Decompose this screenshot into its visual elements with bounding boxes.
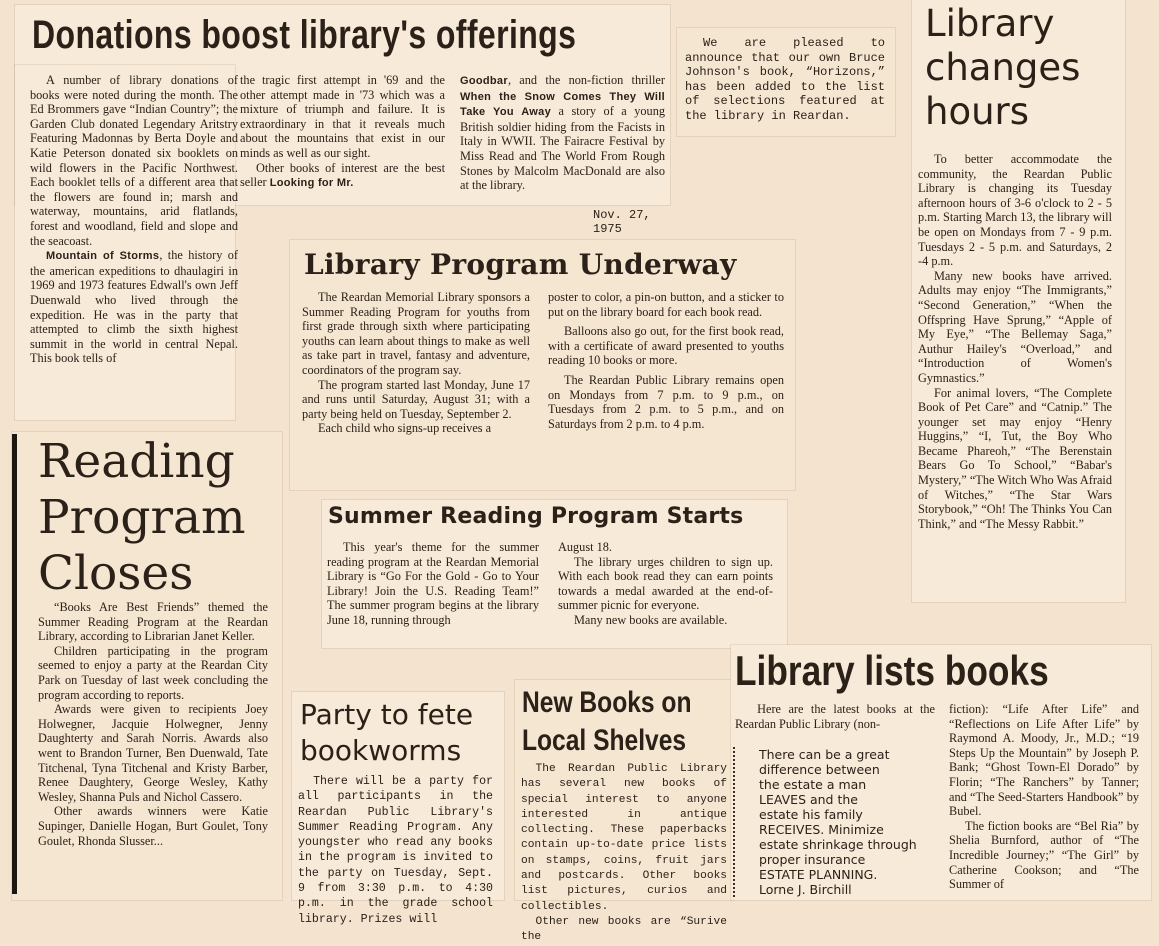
ad-line: ESTATE PLANNING.	[759, 867, 878, 882]
lists-clipping	[731, 645, 1151, 900]
starts-clipping	[322, 500, 787, 648]
column-rule	[12, 434, 17, 894]
closes-body: “Books Are Best Friends” themed the Summer Reading Program at the Reardan Library, according to Librarian Janet Keller. Children participating in the program seemed to enjoy a party at the Reardan City Park on Tuesday of last week concluding the program according to reports. Awards were given to recipients Joey Holwegner, Jacquie Holwegner, Jenny Daughterty and Sarah Norris. Awards also went to Brandon Turner, Ben Duenwald, Tate Titchenal, Tyna Titchenal and Kristy Barber, Renee Daughtery, George Wesley, Kathy Wesley, Shanna Puls and Nichol Cassero. Other awards winners were Katie Supinger, Danielle Hogan, Burt Goulet, Tony Goulet, Rhonda Slusser...	[38, 600, 268, 848]
donations-headline: Donations boost library's offerings	[32, 13, 577, 57]
program-headline: Library Program Underway	[304, 248, 737, 281]
donations-col-1: A number of library donations of books were noted during the month. The Ed Brommers gave “Indian Country”; the Garden Club donated Legendary Aritstry Featuring Madonnas by Berta Doyle and Katie Peterson donated six booklets on wild flowers in the Pacific Northwest. Each booklet tells of a different area that the flowers are found in; marsh and waterway, mountains, arid flatlands, forest and woodland, field and slope and the seacoast. Mountain of Storms, the history of the american expeditions to dhaulagiri in 1969 and 1973 features Edwall's own Jeff Duenwald who lived through the expedition. He was in the party that attempted to climb the sixth highest summit in the world in central Nepal. This book tells of	[30, 73, 238, 366]
starts-col-2: August 18. The library urges children to sign up. With each book read they can earn points towards a medal awarded at the end-of-summer picnic for everyone. Many new books are available.	[558, 540, 773, 627]
hours-headline-1: Library	[925, 2, 1055, 45]
newbooks-headline-2: Local Shelves	[522, 724, 687, 757]
program-col-1: The Reardan Memorial Library sponsors a Summer Reading Program for youths from first grade through sixth where participating youths can learn about things to make as well as take part in travel, fantasy and adventure, coordinators of the program say. The program started last Monday, June 17 and runs until Saturday, August 31; with a party being held on Tuesday, September 2. Each child who signs-up receives a	[302, 290, 530, 436]
newbooks-body: The Reardan Public Library has several new books of special interest to anyone interested in antique collecting. These paperbacks contain up-to-date price lists on stamps, coins, fruit jars and postcards. Other books list pictures, curios and collectibles. Other new books are “Surive the	[521, 763, 727, 944]
insurance-ad	[733, 747, 964, 897]
party-clipping	[292, 692, 504, 926]
lists-col-2: fiction): “Life After Life” and “Reflections on Life After Life” by Raymond A. Moody, Jr., M.D.; “19 Steps Up the Mountain” by Joseph P. Bank; “Ghost Town-El Dorado” by Florin; “The Ranchers” by Tanner; and “The Seed-Starters Handbook” by Bubel. The fiction books are “Bel Ria” by Shelia Burnford, author of “The Incredible Journey;” “The Girl” by Catherine Cookson; and “The Summer of	[949, 702, 1139, 892]
closes-headline-1: Reading	[38, 434, 235, 489]
clipping-date: Nov. 27, 1975	[593, 208, 651, 236]
program-clipping	[290, 240, 795, 490]
ad-line: difference between	[759, 762, 880, 777]
hours-clipping	[912, 0, 1125, 602]
starts-col-1: This year's theme for the summer reading program at the Reardan Memorial Library is “Go For the Gold - Go to Your Library! Join the U.S. Reading Team!” The summer program begins at the library June 18, running through	[327, 540, 539, 627]
newbooks-headline-1: New Books on	[522, 686, 692, 719]
ad-line: Lorne J. Birchill	[759, 882, 852, 897]
party-headline-2: bookworms	[300, 734, 462, 767]
starts-headline: Summer Reading Program Starts	[328, 504, 744, 529]
newbooks-clipping	[515, 680, 733, 944]
ad-line: LEAVES and the	[759, 792, 858, 807]
ad-line: There can be a great	[759, 747, 890, 762]
ad-line: estate shrinkage through	[759, 837, 917, 852]
party-body: There will be a party for all participants in the Reardan Public Library's Summer Reading Program. Any youngster who read any books in the program is invited to the party on Tuesday, Sept. 9 from 3:30 p.m. to 4:30 p.m. in the grade school library. Prizes will	[298, 775, 493, 926]
announcement-clipping	[677, 28, 895, 136]
closes-headline-3: Closes	[38, 546, 194, 601]
ad-line: the estate a man	[759, 777, 867, 792]
closes-headline-2: Program	[38, 490, 246, 545]
ad-line: estate his family	[759, 807, 863, 822]
program-col-2: poster to color, a pin-on button, and a sticker to put on the library board for each book read. Balloons also go out, for the first book read, with a certificate of award presented to youths reading 10 books or more. The Reardan Public Library remains open on Mondays from 7 p.m. to 9 p.m., on Tuesdays from 2 p.m. to 5 p.m., and on Saturdays from 2 p.m. to 4 p.m.	[548, 290, 784, 431]
ad-line: proper insurance	[759, 852, 866, 867]
hours-body: To better accommodate the community, the Reardan Public Library is changing its Tuesday afternoon hours of 3-6 o'clock to 2 - 5 p.m. Starting March 13, the library will be open on Mondays from 7 - 9 p.m. Tuesdays 2 - 5 p.m. and Saturdays, 2 -4 p.m. Many new books have arrived. Adults may enjoy “The Immigrants,” “Second Generation,” “When the Offspring Have Sprung,” “Apple of My Eye,” “The Bellemay Saga,” Authur Hailey's “Overload,” and “Introduction of Women's Gymnastics.” For animal lovers, “The Complete Book of Pet Care” and “Catnip.” The younger set may enjoy “Henry Huggins,” “I, Tut, the Boy Who Became Phareoh,” “The Berenstain Bears Go To School,” “Babar's Mystery,” “The Witch Who Was Afraid of Witches,” “The Star Wars Storybook,” “Oh! The Thinks You Can Think,” and “The Messy Rabbit.”	[918, 152, 1112, 531]
lists-intro: Here are the latest books at the Reardan Public Library (non-	[735, 702, 935, 731]
donations-col-2: the tragic first attempt in '69 and the other attempt made in '73 which was a mixture of triumph and failure. It is extraordinary in that it reveals much about the mountains that exist in our minds as well as our sight. Other books of interest are the best seller Looking for Mr.	[240, 73, 445, 190]
hours-headline-3: hours	[925, 90, 1030, 133]
announcement-text: We are pleased to announce that our own Bruce Johnson's book, “Horizons,” has been added to the list of selections featured at the library in Reardan.	[685, 36, 885, 123]
closes-clipping	[12, 432, 282, 900]
donations-col-3: Goodbar, and the non-fiction thriller When the Snow Comes They Will Take You Away a story of a young British soldier hiding from the Facists in Italy in WWII. The Fairacre Festival by Miss Read and The World From Rough Stones by Malcolm MacDonald are also at the library.	[460, 73, 665, 193]
ad-line: RECEIVES. Minimize	[759, 822, 884, 837]
lists-headline: Library lists books	[735, 647, 1049, 694]
party-headline-1: Party to fete	[300, 698, 474, 731]
hours-headline-2: changes	[925, 46, 1081, 89]
